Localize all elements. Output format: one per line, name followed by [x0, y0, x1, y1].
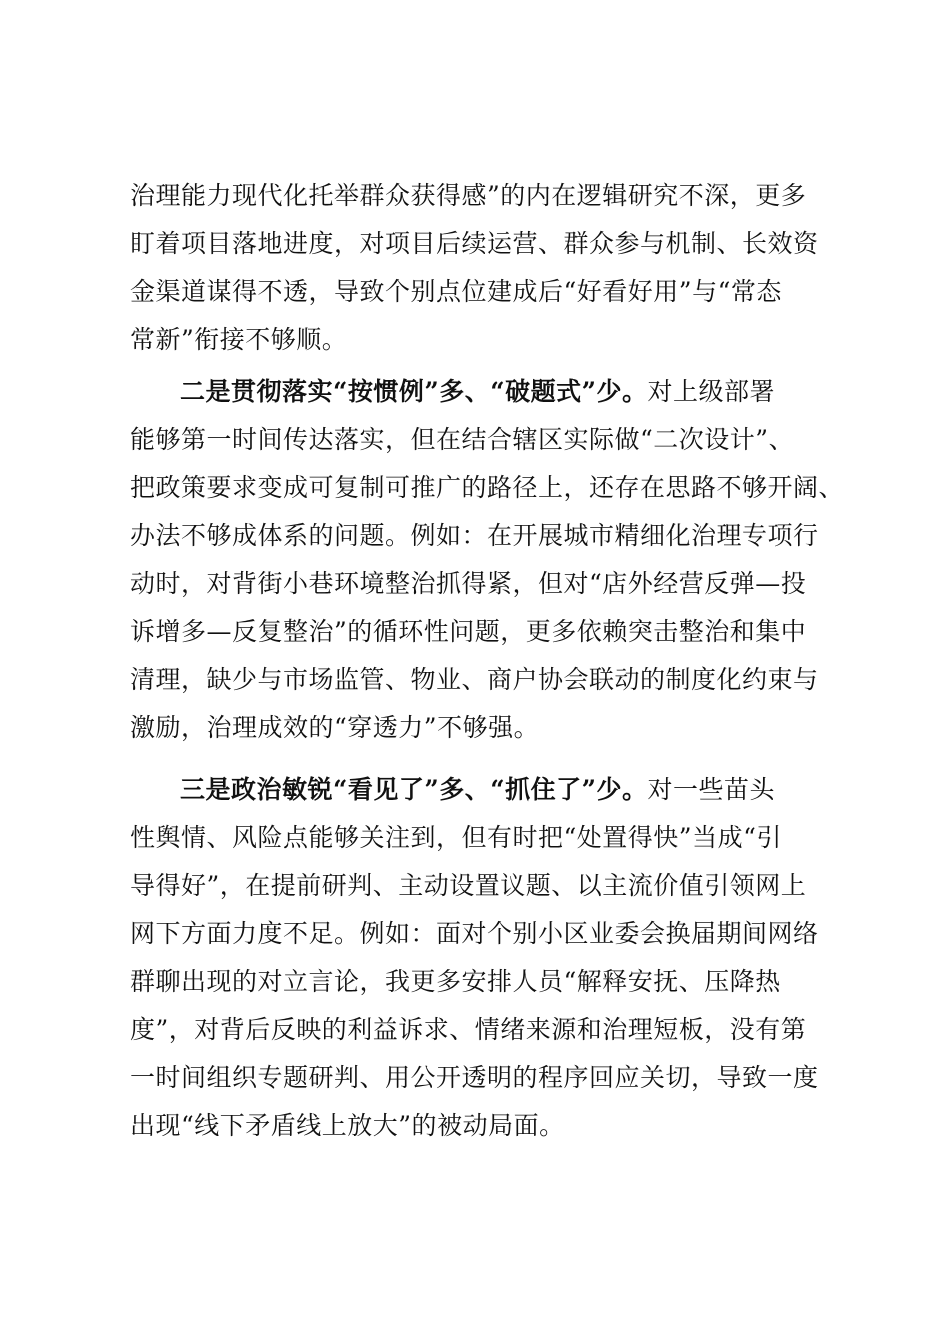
text-line: 能够第一时间传达落实，但在结合辖区实际做“二次设计”、 — [130, 425, 795, 454]
text-line: 治理能力现代化托举群众获得感”的内在逻辑研究不深，更多 — [130, 181, 807, 210]
text-line: 一时间组织专题研判、用公开透明的程序回应关切，导致一度 — [130, 1063, 819, 1092]
text-line-with-heading — [180, 770, 880, 810]
text-line: 办法不够成体系的问题。例如：在开展城市精细化治理专项行 — [130, 521, 819, 550]
text-line: 导得好”，在提前研判、主动设置议题、以主流价值引领网上 — [130, 871, 807, 900]
text-line: 清理，缺少与市场监管、物业、商户协会联动的制度化约束与 — [130, 665, 819, 694]
text-line-with-heading — [180, 372, 880, 412]
text-line: 网下方面力度不足。例如：面对个别小区业委会换届期间网络 — [130, 919, 819, 948]
text-line: 诉增多—反复整治”的循环性问题，更多依赖突击整治和集中 — [130, 617, 807, 646]
text-line: 性舆情、风险点能够关注到，但有时把“处置得快”当成“引 — [130, 823, 782, 852]
paragraph-heading: 二是贯彻落实“按惯例”多、“破题式”少。 — [180, 377, 648, 406]
text-line: 金渠道谋得不透，导致个别点位建成后“好看好用”与“常态 — [130, 277, 782, 306]
paragraph-heading: 三是政治敏锐“看见了”多、“抓住了”少。 — [180, 775, 648, 804]
text-line: 常新”衔接不够顺。 — [130, 325, 348, 354]
text-run: 对上级部署 — [647, 377, 776, 406]
text-line: 盯着项目落地进度，对项目后续运营、群众参与机制、长效资 — [130, 229, 819, 258]
text-line: 激励，治理成效的“穿透力”不够强。 — [130, 713, 540, 742]
text-run: 对一些苗头 — [647, 775, 776, 804]
text-line: 群聊出现的对立言论，我更多安排人员“解释安抚、压降热 — [130, 967, 781, 996]
text-line: 把政策要求变成可复制可推广的路径上，还存在思路不够开阔、 — [130, 473, 845, 502]
text-line: 出现“线下矛盾线上放大”的被动局面。 — [130, 1111, 565, 1140]
text-line: 度”，对背后反映的利益诉求、情绪来源和治理短板，没有第 — [130, 1015, 807, 1044]
text-line: 动时，对背街小巷环境整治抓得紧，但对“店外经营反弹—投 — [130, 569, 807, 598]
